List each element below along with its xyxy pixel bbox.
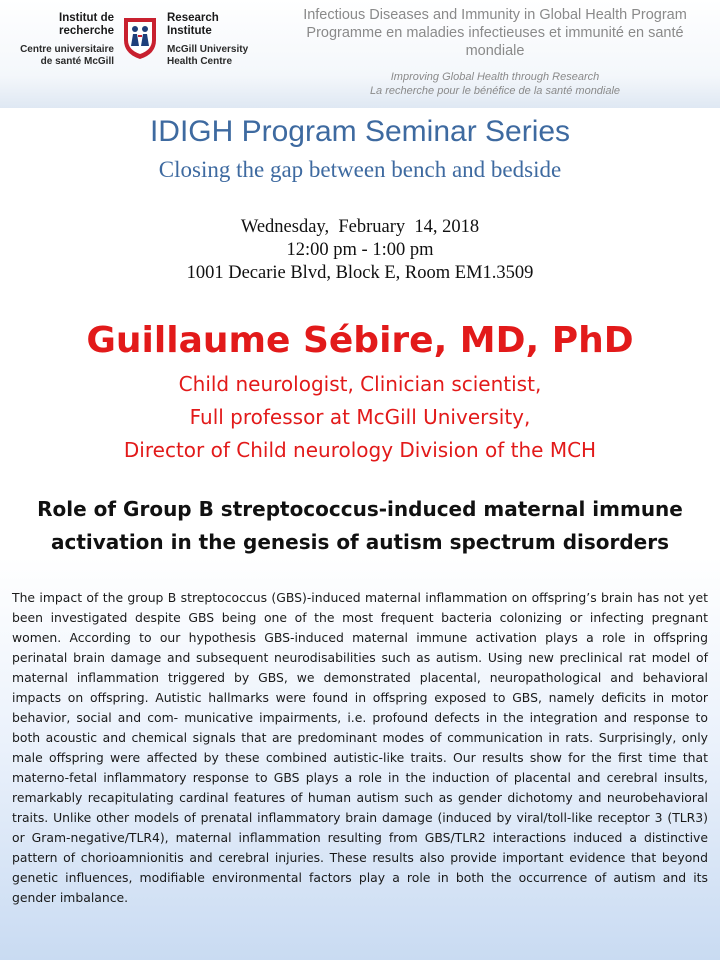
logo-sub-fr-line1: Centre universitaire (20, 44, 114, 55)
talk-title (0, 493, 720, 559)
logo-sub-fr-line2: de santé McGill (40, 56, 114, 67)
institute-crest-icon (122, 16, 158, 60)
speaker-role-3: Director of Child neurology Division of the MCH (123, 438, 597, 462)
program-name-fr: Programme en maladies infectieuses et immunité en santé mondiale (306, 25, 684, 59)
seminar-title: IDIGH Program Seminar Series (149, 115, 571, 148)
logo-name-en-line2: Institute (167, 25, 212, 37)
speaker-name: Guillaume Sébire, MD, PhD (86, 320, 634, 361)
speaker-role-1: Child neurologist, Clinician scientist, (178, 372, 542, 396)
speaker-roles (0, 368, 720, 467)
logo-sub-en-line1: McGill University (167, 44, 249, 55)
event-date: Wednesday, February 14, 2018 (240, 217, 480, 237)
logo-sub-en-line2: Health Centre (167, 56, 233, 67)
institute-logo-text-fr (14, 12, 114, 68)
speaker-role-2: Full professor at McGill University, (189, 405, 531, 429)
event-time: 12:00 pm - 1:00 pm (286, 240, 434, 260)
event-location: 1001 Decarie Blvd, Block E, Room EM1.3509 (186, 263, 534, 283)
logo-name-fr-line1: Institut de (59, 12, 114, 24)
program-name-block (290, 6, 700, 98)
abstract-text: The impact of the group B streptococcus (GBS)-induced maternal inflammation on offspring’s brain has not yet been investigated despite GBS being one of the most frequent bacteria colonizing or infecting pregnant women. According to our hypothesis GBS-induced maternal immune activation plays a role in offspring perinatal brain damage and subsequent neurodisabilities such as autism. Using new preclinical rat model of maternal inflammation triggered by GBS, we demonstrated placental, neuropathological and behavioral impacts on offspring. Autistic hallmarks were found in offspring exposed to GBS, namely deficits in motor behavior, social and com- municative impairments, i.e. profound defects in the integration and response to both acoustic and chemical signals that are predominant modes of communication in rats. Surprisingly, only male offspring were affected by these combined autistic-like traits. Our results show for the first time that materno-fetal inflammatory response to GBS plays a role in the induction of placental and cerebral insults, remarkably recapitulating cardinal features of human autism such as gender dichotomy and neurobehavioral traits. Unlike other models of prenatal inflammatory brain damage (induced by viral/toll-like receptor 3 (TLR3) or Gram-negative/TLR4), maternal inflammation resulting from GBS/TLR2 interactions induced a distinctive pattern of chorioamnionitis and cerebral injuries. These results also provide important evidence that beyond genetic influences, modifiable environmental factors play a role in both the occurrence of autism and its gender imbalance. (12, 590, 708, 905)
talk-title-line1: Role of Group B streptococcus-induced maternal immune (37, 497, 683, 521)
program-name-en: Infectious Diseases and Immunity in Global Health Program (303, 7, 687, 23)
talk-title-line2: activation in the genesis of autism spectrum disorders (50, 530, 670, 554)
logo-name-fr-line2: recherche (59, 25, 114, 37)
header-banner (0, 0, 720, 108)
program-tagline-en: Improving Global Health through Research (390, 71, 600, 83)
institute-logo-text-en (167, 12, 287, 68)
logo-name-en-line1: Research (167, 12, 219, 24)
seminar-subtitle: Closing the gap between bench and bedside (158, 157, 562, 182)
event-details (0, 216, 720, 285)
program-tagline-fr: La recherche pour le bénéfice de la santé mondiale (369, 85, 621, 97)
